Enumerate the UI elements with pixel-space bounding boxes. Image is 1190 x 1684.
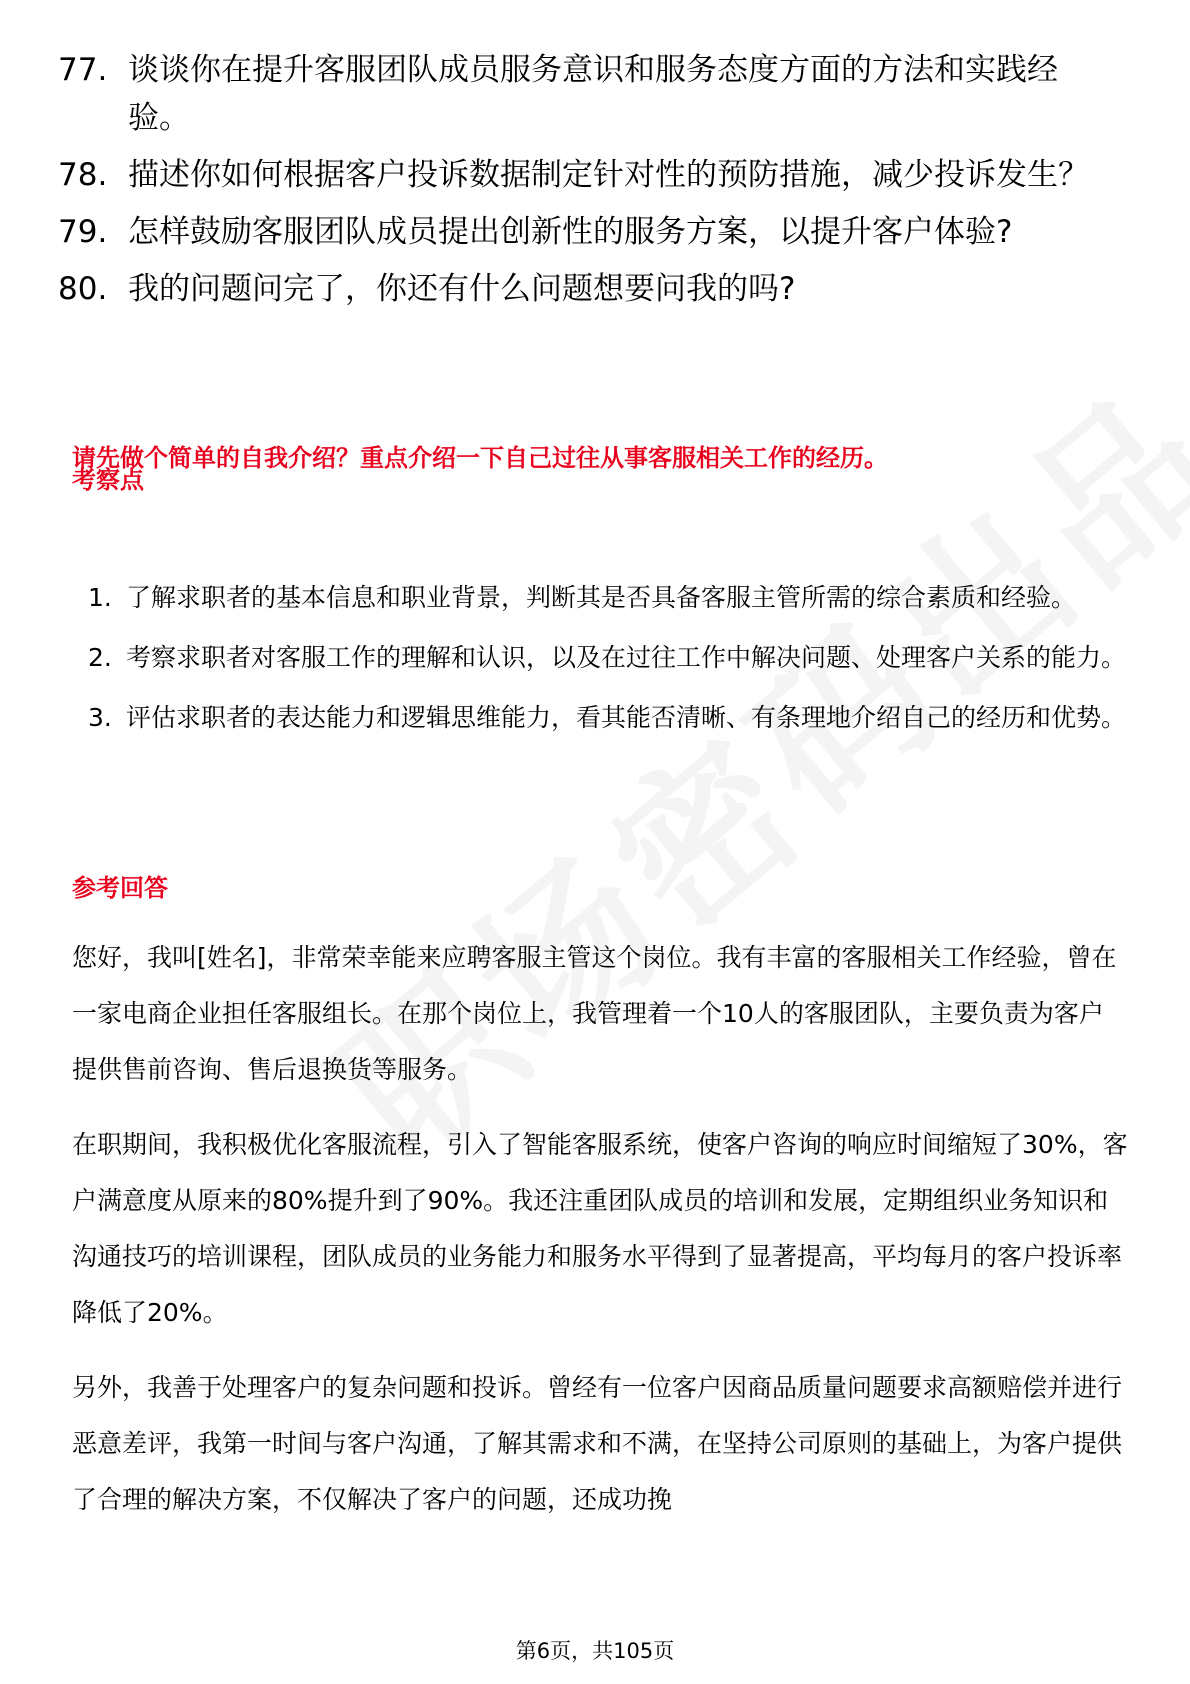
section-heading-focus: 考察点 bbox=[72, 466, 144, 494]
focus-point-number: 1. bbox=[88, 583, 112, 612]
focus-points-list bbox=[88, 570, 1128, 750]
question-number: 78. bbox=[58, 157, 108, 193]
question-item bbox=[58, 46, 1118, 142]
question-item bbox=[58, 208, 1118, 256]
question-text: 谈谈你在提升客服团队成员服务意识和服务态度方面的方法和实践经验。 bbox=[128, 52, 1058, 136]
section-heading-answer: 参考回答 bbox=[72, 874, 168, 902]
question-text: 我的问题问完了，你还有什么问题想要问我的吗? bbox=[128, 271, 796, 307]
question-list bbox=[58, 46, 1118, 322]
question-number: 80. bbox=[58, 271, 108, 307]
focus-point bbox=[88, 690, 1128, 746]
focus-point-number: 2. bbox=[88, 643, 112, 672]
answer-paragraph: 您好，我叫[姓名]，非常荣幸能来应聘客服主管这个岗位。我有丰富的客服相关工作经验，曾在一家电商企业担任客服组长。在那个岗位上，我管理着一个10人的客服团队，主要负责为客户提供售前咨询、售后退换货等服务。 bbox=[72, 943, 1117, 1084]
focus-point-text: 评估求职者的表达能力和逻辑思维能力，看其能否清晰、有条理地介绍自己的经历和优势。 bbox=[126, 703, 1127, 732]
answer-paragraph: 在职期间，我积极优化客服流程，引入了智能客服系统，使客户咨询的响应时间缩短了30%，客户满意度从原来的80%提升到了90%。我还注重团队成员的培训和发展，定期组织业务知识和沟通技巧的培训课程，团队成员的业务能力和服务水平得到了显著提高，平均每月的客户投诉率降低了20%。 bbox=[72, 1130, 1128, 1327]
focus-point-number: 3. bbox=[88, 703, 112, 732]
page-footer: 第6页，共105页 bbox=[515, 1639, 675, 1663]
question-item bbox=[58, 151, 1118, 199]
question-text: 怎样鼓励客服团队成员提出创新性的服务方案，以提升客户体验? bbox=[128, 214, 1013, 250]
highlight-question: 请先做个简单的自我介绍？重点介绍一下自己过往从事客服相关工作的经历。 bbox=[72, 444, 888, 472]
focus-point bbox=[88, 570, 1128, 626]
focus-point-text: 了解求职者的基本信息和职业背景，判断其是否具备客服主管所需的综合素质和经验。 bbox=[126, 583, 1077, 612]
question-number: 77. bbox=[58, 52, 108, 88]
question-text: 描述你如何根据客户投诉数据制定针对性的预防措施，减少投诉发生？ bbox=[128, 157, 1089, 193]
answer-paragraph: 另外，我善于处理客户的复杂问题和投诉。曾经有一位客户因商品质量问题要求高额赔偿并进行恶意差评，我第一时间与客户沟通，了解其需求和不满，在坚持公司原则的基础上，为客户提供了合理的解决方案，不仅解决了客户的问题，还成功挽 bbox=[72, 1373, 1123, 1514]
focus-point bbox=[88, 630, 1128, 686]
focus-point-text: 考察求职者对客服工作的理解和认识，以及在过往工作中解决问题、处理客户关系的能力。 bbox=[126, 643, 1127, 672]
question-item bbox=[58, 265, 1118, 313]
question-number: 79. bbox=[58, 214, 108, 250]
